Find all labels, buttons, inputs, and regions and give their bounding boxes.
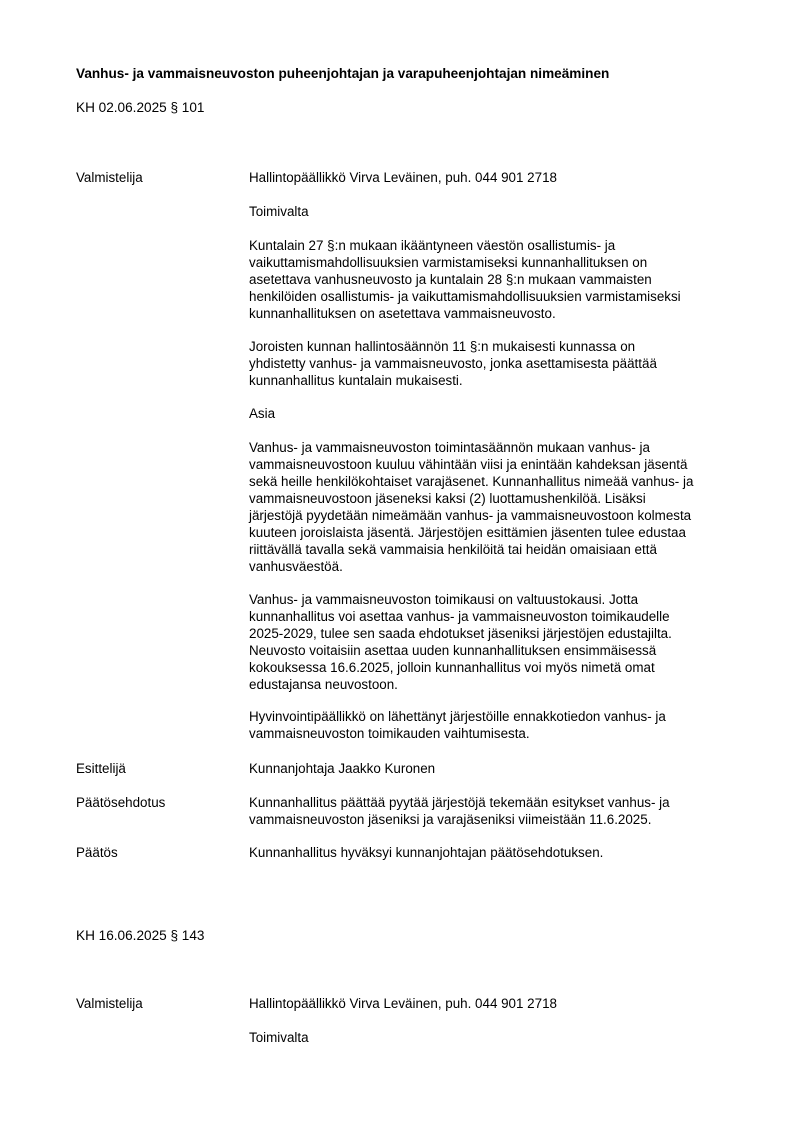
text-line: vammaisneuvoston jäseniksi ja varajäseniksi viimeistään 11.6.2025.	[249, 812, 652, 827]
text-line: vammaisneuvostoon kuuluu vähintään viisi ja enintään kahdeksan jäsentä	[249, 457, 688, 472]
meeting-header: KH 02.06.2025 § 101	[76, 100, 205, 115]
valmistelija-label: Valmistelija	[76, 170, 143, 185]
paatosehdotus-label: Päätösehdotus	[76, 795, 166, 810]
paatosehdotus-value	[249, 794, 749, 828]
toimivalta-heading: Toimivalta	[249, 204, 309, 219]
esittelija-label: Esittelijä	[76, 761, 126, 776]
text-line: 2025-2029, tulee sen saada ehdotukset jäseniksi järjestöjen edustajilta.	[249, 626, 672, 641]
esittelija-value: Kunnanjohtaja Jaakko Kuronen	[249, 761, 436, 776]
text-line: kunnanhallituksen on asetettava vammaisneuvosto.	[249, 306, 556, 321]
text-line: Vanhus- ja vammaisneuvoston toimikausi on valtuustokausi. Jotta	[249, 592, 639, 607]
text-line: Vanhus- ja vammaisneuvoston toimintasäännön mukaan vanhus- ja	[249, 440, 650, 455]
valmistelija-value: Hallintopäällikkö Virva Leväinen, puh. 044 901 2718	[249, 996, 557, 1011]
valmistelija-value: Hallintopäällikkö Virva Leväinen, puh. 044 901 2718	[249, 170, 557, 185]
text-line: Hyvinvointipäällikkö on lähettänyt järjestöille ennakkotiedon vanhus- ja	[249, 709, 666, 724]
text-line: vammaisneuvostoon jäseneksi kaksi (2) luottamushenkilöä. Lisäksi	[249, 491, 646, 506]
toimivalta-heading: Toimivalta	[249, 1030, 309, 1045]
text-line: Joroisten kunnan hallintosäännön 11 §:n mukaisesti kunnassa on	[249, 339, 636, 354]
text-line: asetettava vanhusneuvosto ja kuntalain 28 §:n mukaan vammaisten	[249, 272, 652, 287]
text-line: kuuteen joroislaista jäsentä. Järjestöjen esittämien jäsenten tulee edustaa	[249, 525, 686, 540]
text-line: vanhusväestöä.	[249, 559, 343, 574]
text-line: järjestöjä pyydetään nimeämään vanhus- ja vammaisneuvostoon kolmesta	[249, 508, 692, 523]
paatos-label: Päätös	[76, 845, 118, 860]
meeting-header: KH 16.06.2025 § 143	[76, 928, 205, 943]
text-line: vaikuttamismahdollisuuksien varmistamiseksi kunnanhallituksen on	[249, 255, 648, 270]
text-line: riittävällä tavalla sekä vammaisia henkilöitä tai heidän omaisiaan että	[249, 542, 657, 557]
text-line: kunnanhallitus voi asettaa vanhus- ja vammaisneuvoston toimikaudelle	[249, 609, 670, 624]
text-line: yhdistetty vanhus- ja vammaisneuvosto, jonka asettamisesta päättää	[249, 356, 657, 371]
valmistelija-label: Valmistelija	[76, 996, 143, 1011]
text-line: vammaisneuvoston toimikauden vaihtumisesta.	[249, 726, 530, 741]
text-line: henkilöiden osallistumis- ja vaikuttamismahdollisuuksien varmistamiseksi	[249, 289, 681, 304]
text-line: kunnanhallitus kuntalain mukaisesti.	[249, 373, 463, 388]
text-line: sekä heille henkilökohtaiset varajäsenet. Kunnanhallitus nimeää vanhus- ja	[249, 474, 694, 489]
asia-paragraph-2	[249, 591, 749, 693]
toimivalta-paragraph-2	[249, 338, 749, 389]
text-line: kokouksessa 16.6.2025, jolloin kunnanhallitus voi myös nimetä omat	[249, 660, 655, 675]
asia-paragraph-3	[249, 708, 749, 742]
asia-paragraph-1	[249, 439, 749, 575]
toimivalta-paragraph-1	[249, 237, 749, 322]
document-title: Vanhus- ja vammaisneuvoston puheenjohtajan ja varapuheenjohtajan nimeäminen	[76, 66, 610, 81]
text-line: Kuntalain 27 §:n mukaan ikääntyneen väestön osallistumis- ja	[249, 238, 616, 253]
text-line: Neuvosto voitaisiin asettaa uuden kunnanhallituksen ensimmäisessä	[249, 643, 657, 658]
paatos-value: Kunnanhallitus hyväksyi kunnanjohtajan päätösehdotuksen.	[249, 845, 604, 860]
text-line: edustajansa neuvostoon.	[249, 677, 398, 692]
asia-heading: Asia	[249, 406, 276, 421]
text-line: Kunnanhallitus päättää pyytää järjestöjä tekemään esitykset vanhus- ja	[249, 795, 670, 810]
